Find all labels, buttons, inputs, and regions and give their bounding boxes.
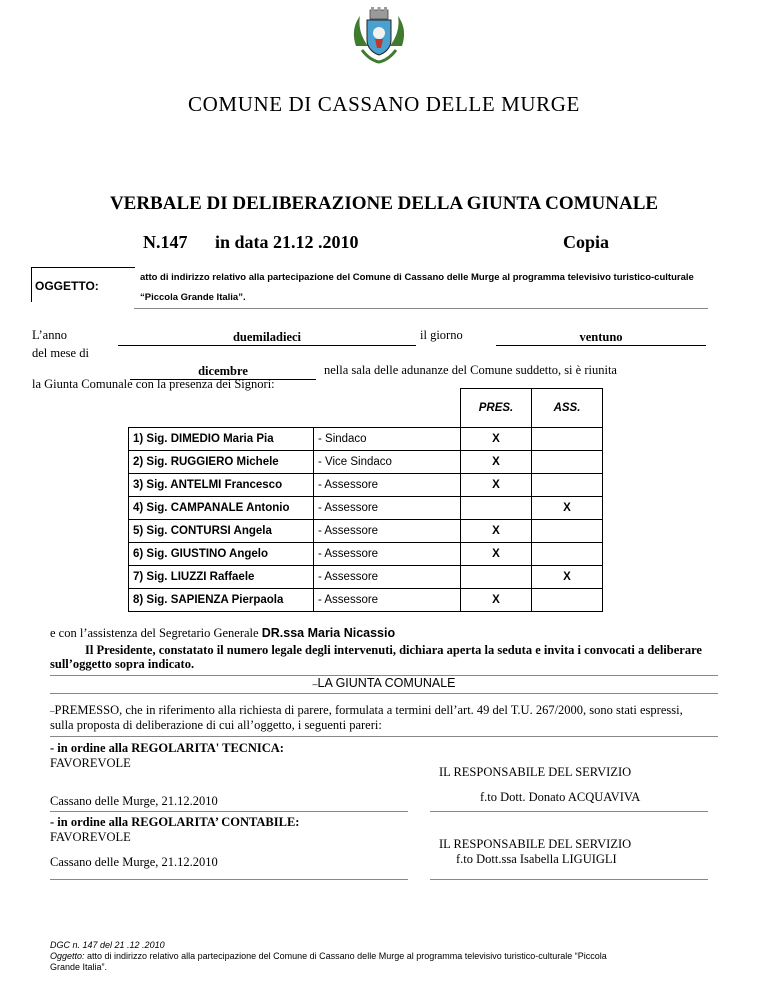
ass-header: ASS. (532, 389, 603, 428)
anno-value: duemiladieci (118, 330, 416, 346)
tecnica-firma: f.to Dott. Donato ACQUAVIVA (480, 790, 641, 804)
table-row (129, 543, 603, 566)
member-name: 4) Sig. CAMPANALE Antonio (129, 497, 314, 520)
signature-line (430, 811, 708, 812)
assistance-prefix: e con l’assistenza del Segretario Generale (50, 626, 262, 640)
member-ass (532, 520, 603, 543)
table-row (129, 566, 603, 589)
mese-label: del mese di (32, 346, 89, 360)
member-pres: X (461, 543, 532, 566)
section-divider (50, 693, 718, 694)
giunta-heading: LA GIUNTA COMUNALE (317, 676, 456, 690)
footer-dgc: DGC n. 147 del 21 .12 .2010 (50, 940, 165, 950)
member-name: 3) Sig. ANTELMI Francesco (129, 474, 314, 497)
signature-line (430, 879, 708, 880)
page-footer (50, 940, 730, 973)
member-pres: X (461, 474, 532, 497)
verbale-title: VERBALE DI DELIBERAZIONE DELLA GIUNTA COMUNALE (109, 193, 659, 214)
tecnica-responsabile-title: IL RESPONSABILE DEL SERVIZIO (439, 765, 632, 779)
member-role: - Assessore (314, 497, 461, 520)
sala-text: nella sala delle adunanze del Comune suddetto, si è riunita (324, 363, 617, 377)
member-ass (532, 474, 603, 497)
giunta-heading-dash: – (312, 679, 318, 689)
giunta-presence-text: la Giunta Comunale con la presenza dei Signori: (32, 377, 275, 391)
section-divider (50, 736, 718, 737)
member-name: 2) Sig. RUGGIERO Michele (129, 451, 314, 474)
contabile-heading: - in ordine alla REGOLARITA’ CONTABILE: (50, 815, 300, 829)
member-name: 1) Sig. DIMEDIO Maria Pia (129, 428, 314, 451)
footer-oggetto-line2: Grande Italia”. (50, 962, 108, 972)
member-role: - Assessore (314, 474, 461, 497)
tecnica-luogo-data: Cassano delle Murge, 21.12.2010 (50, 794, 218, 808)
member-pres (461, 497, 532, 520)
member-role: - Assessore (314, 566, 461, 589)
member-pres: X (461, 451, 532, 474)
premesso-dash: – (50, 706, 55, 716)
table-row (129, 474, 603, 497)
giorno-value: ventuno (496, 330, 706, 346)
footer-oggetto (50, 951, 730, 962)
tecnica-esito: FAVOREVOLE (50, 756, 131, 770)
oggetto-text-line1: atto di indirizzo relativo alla partecipazione del Comune di Cassano delle Murge al programma televisivo turistico-culturale (140, 272, 694, 283)
giunta-heading-line (0, 676, 768, 690)
member-ass (532, 428, 603, 451)
contabile-esito: FAVOREVOLE (50, 830, 131, 844)
member-role: - Assessore (314, 543, 461, 566)
member-name: 7) Sig. LIUZZI Raffaele (129, 566, 314, 589)
attendance-header-row (129, 389, 603, 428)
member-name: 8) Sig. SAPIENZA Pierpaola (129, 589, 314, 612)
presidente-line1: Il Presidente, constatato il numero legale degli intervenuti, dichiara aperta la seduta e invita i convocati a deliberare (85, 643, 702, 657)
oggetto-text (140, 268, 765, 308)
member-role: - Assessore (314, 589, 461, 612)
tecnica-heading: - in ordine alla REGOLARITA' TECNICA: (50, 741, 284, 755)
member-pres (461, 566, 532, 589)
member-role: - Sindaco (314, 428, 461, 451)
oggetto-divider (134, 308, 708, 309)
member-pres: X (461, 589, 532, 612)
premesso-line2: sulla proposta di deliberazione di cui all’oggetto, i seguenti pareri: (50, 718, 382, 732)
deliberation-number: N.147 (143, 232, 188, 252)
table-row (129, 428, 603, 451)
copy-label: Copia (563, 232, 610, 252)
comune-title: COMUNE DI CASSANO DELLE MURGE (188, 92, 580, 116)
member-pres: X (461, 520, 532, 543)
member-ass (532, 589, 603, 612)
member-name: 5) Sig. CONTURSI Angela (129, 520, 314, 543)
table-row (129, 520, 603, 543)
member-ass: X (532, 497, 603, 520)
deliberation-date: in data 21.12 .2010 (215, 232, 359, 252)
footer-oggetto-label: Oggetto: (50, 951, 85, 961)
presidente-line2: sull’oggetto sopra indicato. (50, 657, 195, 671)
member-name: 6) Sig. GIUSTINO Angelo (129, 543, 314, 566)
pres-header: PRES. (461, 389, 532, 428)
signature-line (50, 811, 408, 812)
member-ass (532, 543, 603, 566)
oggetto-label: OGGETTO: (35, 279, 99, 293)
mese-value: dicembre (130, 364, 316, 380)
municipal-crest-icon (350, 6, 408, 68)
giorno-label: il giorno (420, 328, 463, 342)
anno-label: L’anno (32, 328, 67, 342)
contabile-firma: f.to Dott.ssa Isabella LIGUIGLI (456, 852, 617, 866)
premesso-line1 (50, 703, 718, 718)
contabile-luogo-data: Cassano delle Murge, 21.12.2010 (50, 855, 218, 869)
member-role: - Assessore (314, 520, 461, 543)
signature-line (50, 879, 408, 880)
assistance-line (50, 626, 395, 641)
table-row (129, 451, 603, 474)
member-ass: X (532, 566, 603, 589)
footer-oggetto-text: atto di indirizzo relativo alla partecipazione del Comune di Cassano delle Murge al programma televisivo turistico-culturale “Piccola (84, 951, 607, 961)
member-pres: X (461, 428, 532, 451)
oggetto-text-line2: “Piccola Grande Italia”. (140, 292, 246, 303)
table-row (129, 497, 603, 520)
secretary-name: DR.ssa Maria Nicassio (261, 626, 396, 640)
attendance-table (128, 388, 603, 612)
member-ass (532, 451, 603, 474)
contabile-responsabile-title: IL RESPONSABILE DEL SERVIZIO (439, 837, 632, 851)
member-role: - Vice Sindaco (314, 451, 461, 474)
table-row (129, 589, 603, 612)
premesso-text: PREMESSO, che in riferimento alla richiesta di parere, formulata a termini dell’art. 49 del T.U. 267/2000, sono stati espressi, (54, 703, 683, 717)
